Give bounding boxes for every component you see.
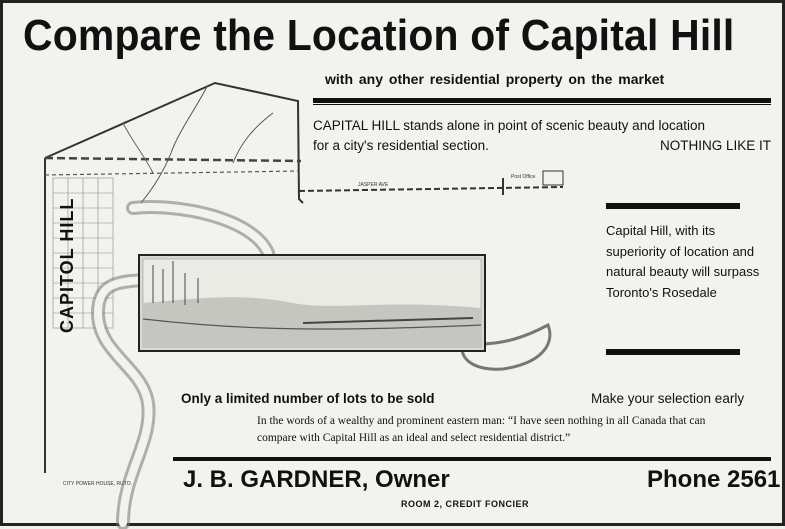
owner-name: J. B. GARDNER, Owner bbox=[183, 466, 450, 493]
capitol-hill-label: CAPITOL HILL bbox=[57, 197, 77, 333]
promo-rule-top bbox=[606, 203, 740, 209]
intro-block bbox=[313, 116, 771, 156]
promo-text: Capital Hill, with its superiority of location and natural beauty will surpass Toronto's Rosedale bbox=[606, 223, 760, 300]
top-rule bbox=[313, 98, 771, 103]
power-house-label: CITY POWER HOUSE, RUTO. bbox=[63, 481, 132, 487]
selection-text: Make your selection early bbox=[591, 391, 745, 406]
office-address: ROOM 2, CREDIT FONCIER bbox=[401, 499, 530, 509]
footer-rule bbox=[173, 457, 771, 461]
phone-number: Phone 2561 bbox=[647, 466, 781, 493]
intro-text: CAPITAL HILL stands alone in point of scenic beauty and location for a city's residential section. bbox=[313, 118, 705, 153]
headline: Compare the Location of Capital Hill bbox=[23, 11, 735, 60]
testimonial-quote: In the words of a wealthy and prominent eastern man: “I have seen nothing in all Canada that can compare with Capital Hill as an ideal and select residential district.” bbox=[257, 415, 706, 444]
top-rule-thin bbox=[313, 104, 771, 105]
promo-rule-bottom bbox=[606, 349, 740, 355]
nothing-like-it: NOTHING LIKE IT bbox=[659, 138, 771, 153]
jasper-ave-label: JASPER AVE bbox=[358, 182, 389, 188]
limited-lots-text: Only a limited number of lots to be sold bbox=[181, 391, 435, 406]
subheadline: with any other residential property on the market bbox=[325, 71, 665, 87]
post-office-label: Post Office bbox=[511, 174, 536, 180]
